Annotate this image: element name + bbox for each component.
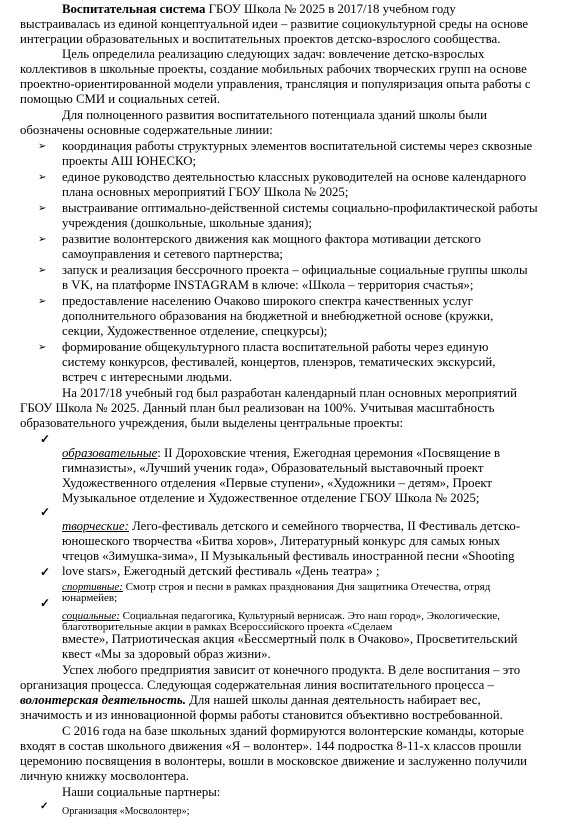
partners-heading: Наши социальные партнеры:: [62, 785, 221, 799]
p5-line-1: Успех любого предприятия зависит от конечного продукта. В деле воспитания – это: [62, 663, 521, 677]
bullet-4-line-1: развитие волонтерского движения как мощного фактора мотивации детского: [62, 232, 481, 246]
project-edu-line-1-rest: : II Дороховские чтения, Ежегодная церемония «Посвящение в: [157, 446, 501, 460]
p5-line-3: [20, 693, 481, 708]
project-spo-line-1-rest: Смотр строя и песни в рамках празднования Дня защитника Отечества, отряд: [122, 581, 491, 593]
p2-line-3: проектно-ориентированной модели управления, трансляция и популяризация опыта работы с: [20, 77, 531, 91]
p1-lead-bold: Воспитательная система: [62, 2, 206, 16]
project-cre-line-1-rest: Лего-фестиваль детского и семейного творчества, II Фестиваль детско-: [128, 519, 521, 533]
p2-line-1: Цель определила реализацию следующих задач: вовлечение детско-взрослых: [62, 47, 485, 61]
bullet-3-line-1: выстраивание оптимально-действенной системы социально-профилактической работы: [62, 201, 538, 215]
arrow-bullet-icon: ➢: [38, 265, 47, 276]
bullet-6-line-2: дополнительного образования на бюджетной и внебюджетной основе (кружки,: [62, 309, 494, 323]
checkmark-icon: ✓: [40, 432, 51, 446]
checkmark-icon: ✓: [40, 596, 51, 610]
checkmark-icon: ✓: [40, 565, 51, 579]
p2-line-2: коллективов в школьные проекты, создание мобильных рабочих творческих групп на основе: [20, 62, 527, 76]
project-soc-line-4: квест «Мы за здоровый образ жизни».: [62, 647, 271, 661]
p3-line-1: Для полноценного развития воспитательного потенциала зданий школы были: [62, 108, 487, 122]
bullet-3-line-2: учреждения (дошкольные, школьные здания);: [62, 216, 312, 230]
p6-line-1: С 2016 года на базе школьных зданий формируются волонтерские команды, которые: [62, 724, 524, 738]
arrow-bullet-icon: ➢: [38, 172, 47, 183]
arrow-bullet-icon: ➢: [38, 342, 47, 353]
checkmark-icon: ✓: [40, 505, 51, 519]
p2-line-4: помощью СМИ и социальных сетей.: [20, 92, 221, 106]
p5-line-3-rest: Для нашей школы данная деятельность набирает вес,: [185, 693, 481, 707]
project-soc-line-2: благотворительные акции в рамках Всероссийского проекта «Сделаем: [62, 621, 393, 633]
arrow-bullet-icon: ➢: [38, 203, 47, 214]
p1-line-2: выстраивалась из единой концептуальной идеи – развитие социокультурной среды на основе: [20, 17, 529, 31]
arrow-bullet-icon: ➢: [38, 234, 47, 245]
arrow-bullet-icon: ➢: [38, 141, 47, 152]
bullet-2-line-1: единое руководство деятельностью классных руководителей на основе календарного: [62, 170, 527, 184]
p5-line-2: организация процесса. Следующая содержательная линия воспитательного процесса –: [20, 678, 494, 692]
bullet-4-line-2: самоуправления и сетевого партнерства;: [62, 247, 283, 261]
bullet-7-line-2: систему конкурсов, фестивалей, концертов, пленэров, тематических экскурсий,: [62, 355, 496, 369]
checkmark-icon: ✓: [40, 801, 49, 812]
volunteer-activity-bold: волонтерская деятельность.: [20, 693, 186, 707]
project-spo-line-2: юнармейев;: [62, 592, 118, 604]
project-soc-label: социальные:: [62, 610, 120, 622]
p4-line-3: образовательного учреждения, были выделены центральные проекты:: [20, 416, 404, 430]
p4-line-1: На 2017/18 учебный год был разработан календарный план основных мероприятий: [62, 386, 517, 400]
project-edu-line-4: Музыкальное отделение и Художественное отделение ГБОУ Школа № 2025;: [62, 491, 480, 505]
bullet-2-line-2: плана основных мероприятий ГБОУ Школа № 2025;: [62, 185, 349, 199]
project-edu-line-2: гимназисты», «Лучший ученик года», Образовательный выставочный проект: [62, 461, 484, 475]
p4-line-2: ГБОУ Школа № 2025. Данный план был реализован на 100%. Учитывая масштабность: [20, 401, 495, 415]
project-edu-label: образовательные: [62, 446, 158, 460]
partner-item-1: Организация «Мосволонтер»;: [62, 806, 190, 817]
bullet-5-line-2: в VK, на платформе INSTAGRAM в ключе: «Школа – территория счастья»;: [62, 278, 474, 292]
project-spo-line-1: [62, 580, 490, 595]
p6-line-2: входят в состав школьного движения «Я – волонтер». 144 подростка 8-11-х классов прошли: [20, 739, 522, 753]
p5-line-4: значимость и из инновационной формы работы становится объективно востребованной.: [20, 708, 503, 722]
bullet-1-line-1: координация работы структурных элементов воспитательной системы через сквозные: [62, 139, 533, 153]
project-soc-line-3: вместе», Патриотическая акция «Бессмертный полк в Очаково», Просветительский: [62, 632, 518, 646]
arrow-bullet-icon: ➢: [38, 296, 47, 307]
p1-line-3: интеграции образовательных и воспитательных проектов детско-взрослого сообщества.: [20, 32, 501, 46]
p1-line-1: [62, 2, 456, 17]
p6-line-3: церемонию посвящения в волонтеры, вошли в московское движение и заслуженно получили: [20, 754, 528, 768]
bullet-7-line-1: формирование общекультурного пласта воспитательной работы через единую: [62, 340, 489, 354]
project-cre-line-3: чтецов «Зимушка-зима», II Музыкальный фестиваль иностранной песни «Shooting: [62, 549, 515, 563]
p6-line-4: личную книжку мосволонтера.: [20, 769, 189, 783]
p3-line-2: обозначены основные содержательные линии:: [20, 123, 273, 137]
bullet-6-line-1: предоставление населению Очаково широкого спектра качественных услуг: [62, 294, 473, 308]
project-spo-label: спортивные:: [62, 581, 123, 593]
bullet-5-line-1: запуск и реализация бессрочного проекта – официальные социальные группы школы: [62, 263, 528, 277]
project-cre-line-2: юношеского творчества «Битва хоров», Литературный конкурс для самых юных: [62, 534, 501, 548]
project-cre-line-4: love stars», Ежегодный детский фестиваль «День театра» ;: [62, 564, 380, 578]
project-cre-line-1: [62, 519, 520, 534]
project-cre-label: творческие:: [62, 519, 129, 533]
bullet-7-line-3: встреч с интересными людьми.: [62, 370, 233, 384]
project-edu-line-1: [62, 446, 500, 461]
bullet-6-line-3: секции, Художественное отделение, спецкурсы);: [62, 324, 328, 338]
project-edu-line-3: Художественного отделения «Первые ступени», «Художники – детям», Проект: [62, 476, 492, 490]
project-soc-line-1-rest: Социальная педагогика, Культурный вернисаж. Это наш город», Экологические,: [119, 610, 500, 622]
bullet-1-line-2: проекты АШ ЮНЕСКО;: [62, 154, 197, 168]
p1-line-1-rest: ГБОУ Школа № 2025 в 2017/18 учебном году: [205, 2, 456, 16]
